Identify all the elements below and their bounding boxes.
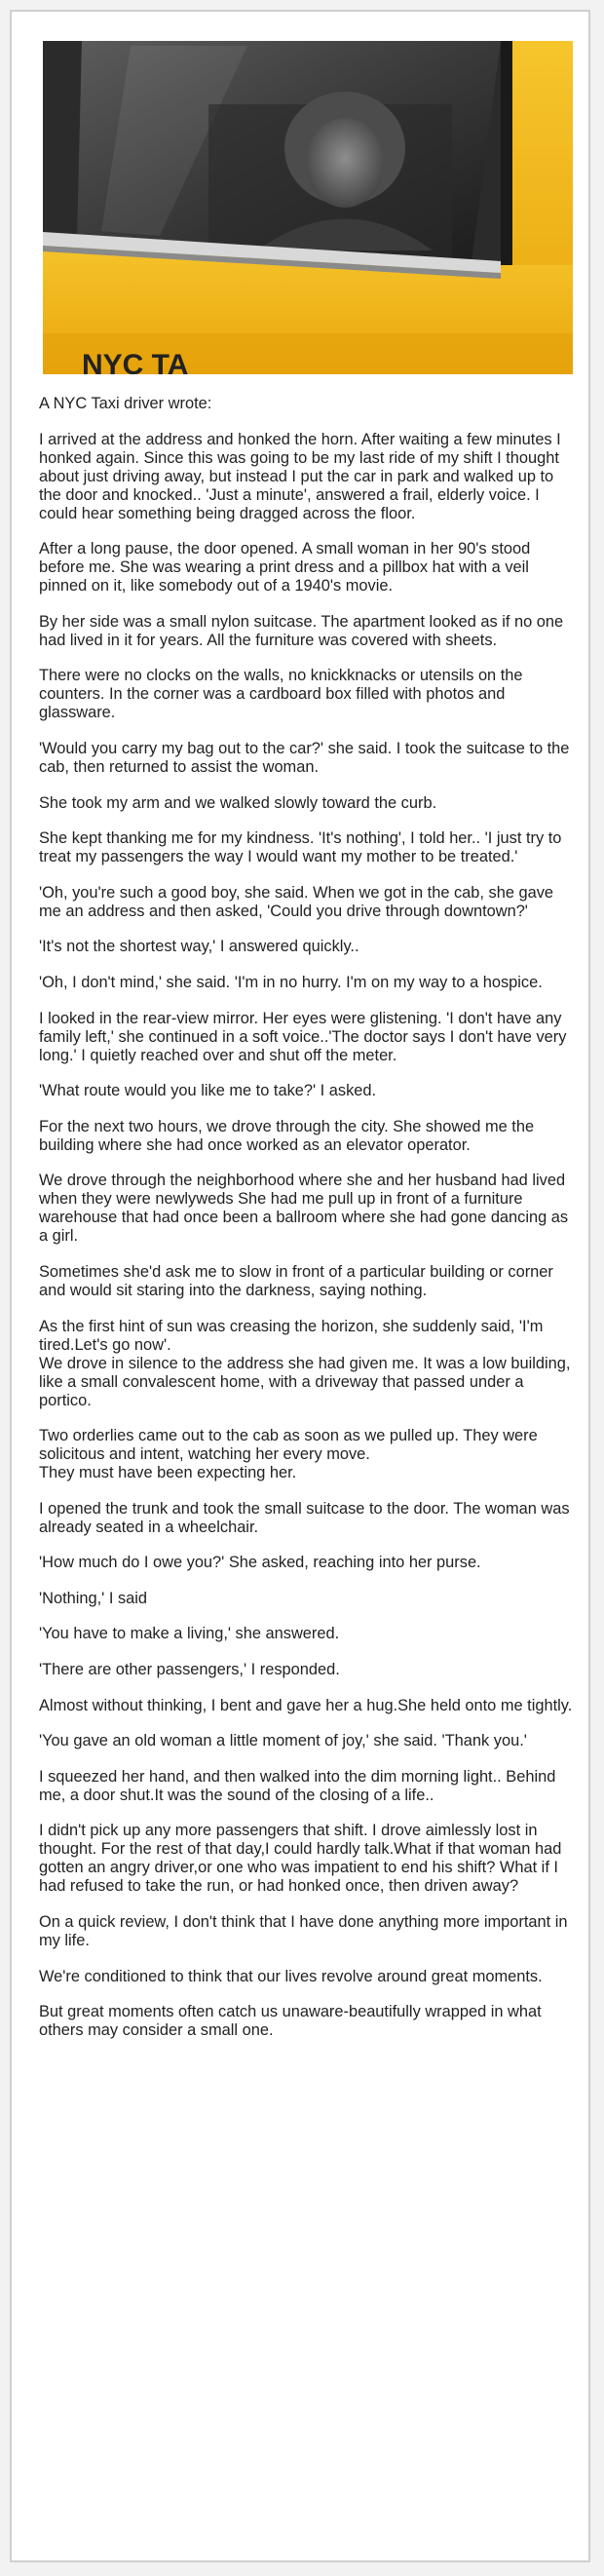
story-paragraph: 'How much do I owe you?' She asked, reaching into her purse. bbox=[39, 1554, 481, 1572]
story-paragraph: Two orderlies came out to the cab as soon as we pulled up. They were solicitous and intent, watching her every move. They must have been expecting her. bbox=[39, 1427, 538, 1482]
story-paragraph: I didn't pick up any more passengers that shift. I drove aimlessly lost in thought. For the rest of that day,I could hardly talk.What if that woman had gotten an angry driver,or one who was impatient to end his shift? What if I had refused to take the run, or had honked once, then driven away? bbox=[39, 1822, 562, 1896]
taxi-sign-text: NYC TA bbox=[82, 349, 189, 374]
story-heading: A NYC Taxi driver wrote: bbox=[39, 395, 212, 412]
story-paragraph: We're conditioned to think that our lives revolve around great moments. bbox=[39, 1967, 543, 1985]
story-paragraph: But great moments often catch us unaware-beautifully wrapped in what others may consider a small one. bbox=[39, 2003, 542, 2040]
story-paragraph: 'You have to make a living,' she answered. bbox=[39, 1625, 340, 1643]
story-paragraph: I opened the trunk and took the small suitcase to the door. The woman was already seated in a wheelchair. bbox=[39, 1499, 570, 1536]
story-paragraph: 'Oh, I don't mind,' she said. 'I'm in no hurry. I'm on my way to a hospice. bbox=[39, 973, 543, 991]
story-paragraph: 'What route would you like me to take?' I asked. bbox=[39, 1082, 377, 1100]
story-paragraph: I looked in the rear-view mirror. Her eyes were glistening. 'I don't have any family left,' she continued in a soft voice..'The doctor says I don't have very long.' I quietly reached over and shut off the meter. bbox=[39, 1009, 567, 1064]
story-paragraph: 'Would you carry my bag out to the car?' she said. I took the suitcase to the cab, then returned to assist the woman. bbox=[39, 739, 570, 776]
story-paragraph: 'There are other passengers,' I responded. bbox=[39, 1661, 340, 1679]
story-paragraph: By her side was a small nylon suitcase. The apartment looked as if no one had lived in it for years. All the furniture was covered with sheets. bbox=[39, 612, 564, 649]
story-paragraphs bbox=[39, 431, 573, 2041]
story-paragraph: 'It's not the shortest way,' I answered quickly.. bbox=[39, 938, 359, 956]
story-paragraph: For the next two hours, we drove through the city. She showed me the building where she had once worked as an elevator operator. bbox=[39, 1117, 535, 1154]
story-paragraph: There were no clocks on the walls, no knickknacks or utensils on the counters. In the corner was a cardboard box filled with photos and glassware. bbox=[39, 667, 523, 722]
story-paragraph: She took my arm and we walked slowly toward the curb. bbox=[39, 793, 437, 812]
story-text bbox=[39, 395, 573, 2057]
story-paragraph: I squeezed her hand, and then walked into the dim morning light.. Behind me, a door shut.It was the sound of the closing of a life.. bbox=[39, 1767, 556, 1804]
story-paragraph: On a quick review, I don't think that I have done anything more important in my life. bbox=[39, 1913, 568, 1950]
story-paragraph: Almost without thinking, I bent and gave her a hug.She held onto me tightly. bbox=[39, 1696, 573, 1714]
story-paragraph: We drove through the neighborhood where she and her husband had lived when they were newlyweds She had me pull up in front of a furniture warehouse that had once been a ballroom where she had gone dancing as a girl. bbox=[39, 1172, 569, 1246]
taxi-window-photo-icon bbox=[43, 41, 573, 374]
story-card bbox=[10, 10, 590, 2562]
story-paragraph: 'Oh, you're such a good boy, she said. When we got in the cab, she gave me an address and then asked, 'Could you drive through downtown?' bbox=[39, 883, 554, 920]
taxi-photo bbox=[43, 41, 573, 374]
story-paragraph: 'Nothing,' I said bbox=[39, 1589, 148, 1607]
story-paragraph: As the first hint of sun was creasing the horizon, she suddenly said, 'I'm tired.Let's go now'. We drove in silence to the address she had given me. It was a low building, like a small convalescent home, with a driveway that passed under a portico. bbox=[39, 1317, 571, 1409]
story-paragraph: I arrived at the address and honked the horn. After waiting a few minutes I honked again. Since this was going to be my last ride of my shift I thought about just driving away, but instead I put the car in park and walked up to the door and knocked.. 'Just a minute', answered a frail, elderly voice. I could hear something being dragged across the floor. bbox=[39, 430, 561, 522]
story-paragraph: After a long pause, the door opened. A small woman in her 90's stood before me. She was wearing a print dress and a pillbox hat with a veil pinned on it, like somebody out of a 1940's movie. bbox=[39, 540, 531, 596]
story-paragraph: She kept thanking me for my kindness. 'It's nothing', I told her.. 'I just try to treat my passengers the way I would want my mother to be treated.' bbox=[39, 829, 562, 866]
story-paragraph: 'You gave an old woman a little moment of joy,' she said. 'Thank you.' bbox=[39, 1732, 527, 1750]
story-paragraph: Sometimes she'd ask me to slow in front of a particular building or corner and would sit staring into the darkness, saying nothing. bbox=[39, 1262, 553, 1299]
